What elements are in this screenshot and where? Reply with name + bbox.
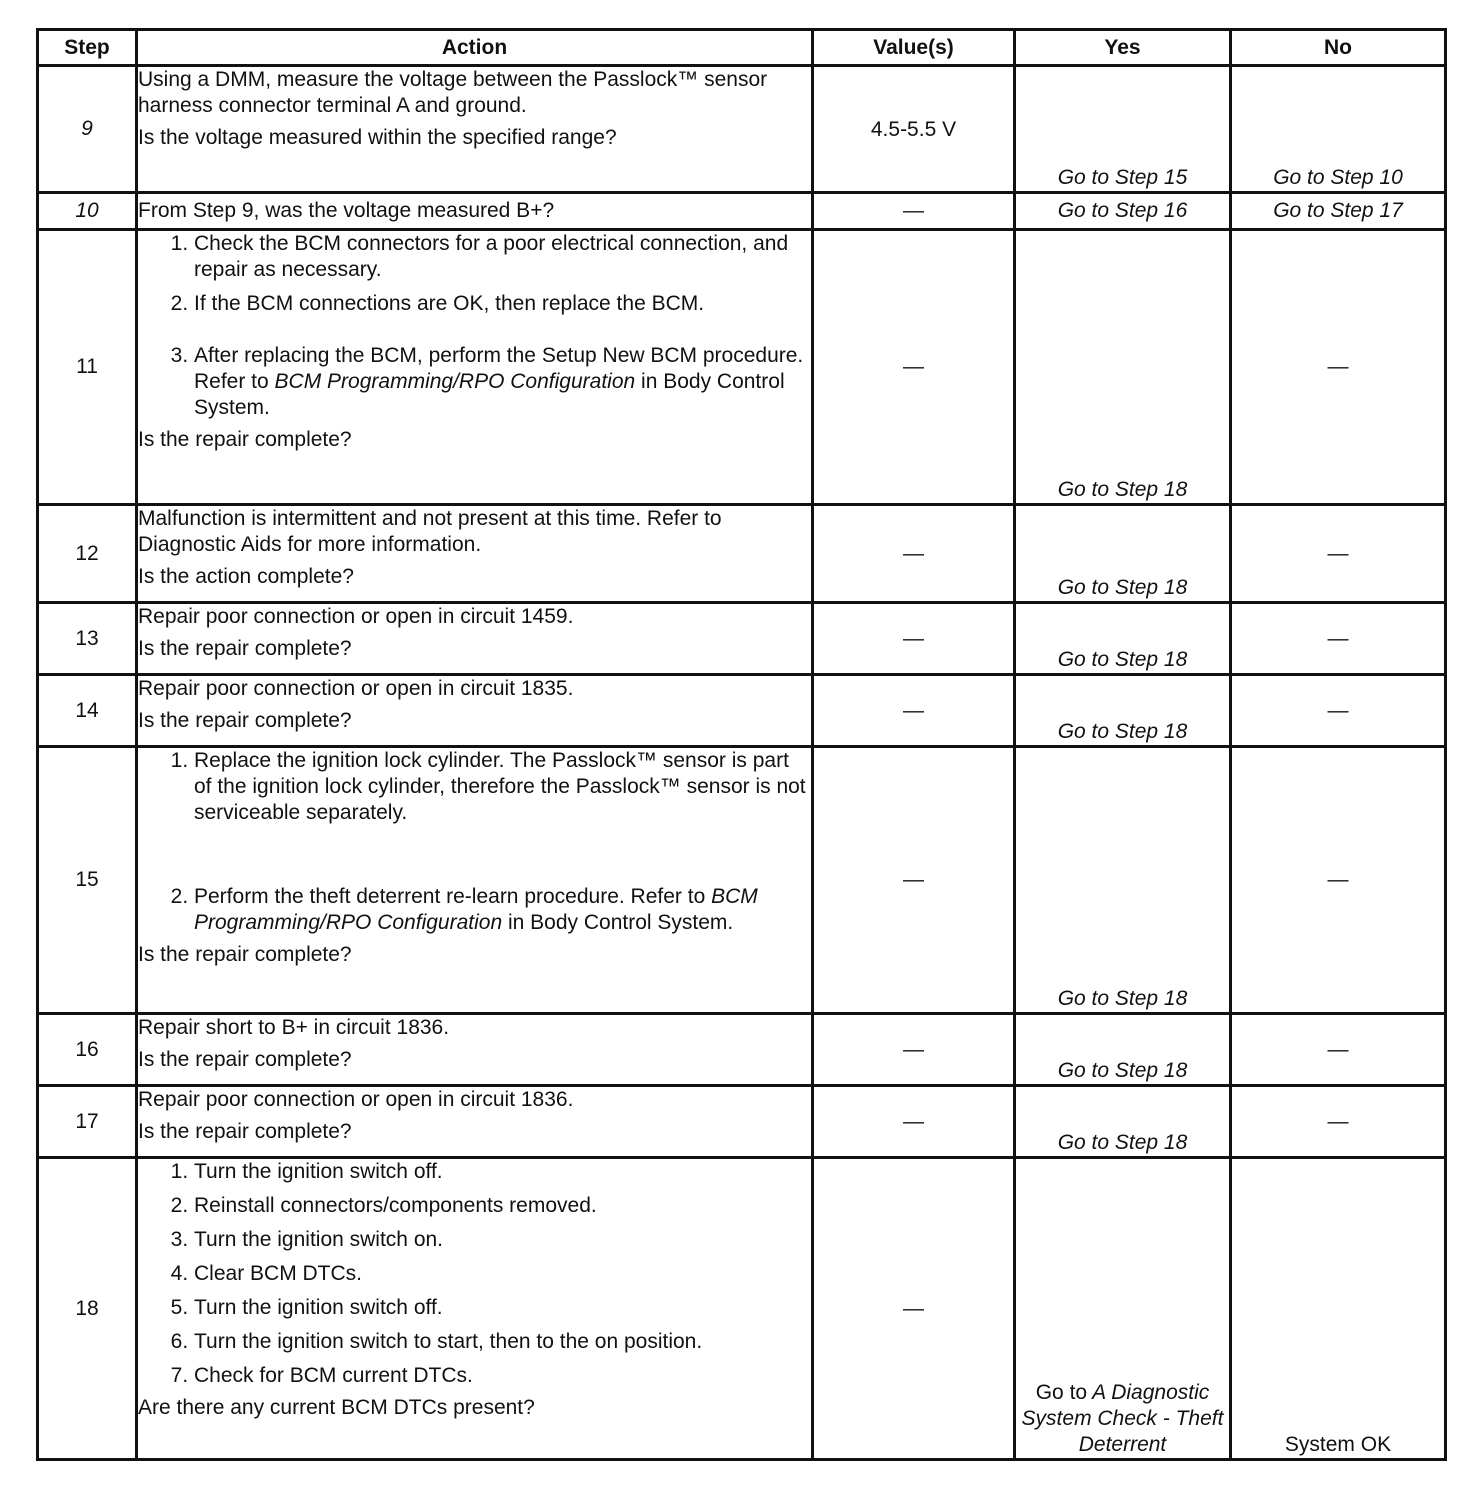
step-number: 12 (38, 505, 137, 603)
table-row (38, 66, 1446, 193)
header-values: Value(s) (813, 30, 1015, 66)
yes-link[interactable]: Go to Step 18 (1015, 230, 1231, 505)
value-cell: — (813, 747, 1015, 1014)
yes-link[interactable]: Go to Step 18 (1015, 1014, 1231, 1086)
action-question: Are there any current BCM DTCs present? (138, 1396, 535, 1419)
list-item: 3. Turn the ignition switch on. (194, 1227, 811, 1253)
table-row (38, 675, 1446, 747)
no-cell: — (1231, 675, 1446, 747)
list-item: 1. Replace the ignition lock cylinder. The Passlock™ sensor is part of the ignition lock cylinder, therefore the Passlock™ sensor is not serviceable separately. (194, 748, 811, 826)
action-question: Is the action complete? (138, 565, 354, 588)
step-number: 17 (38, 1086, 137, 1158)
header-no: No (1231, 30, 1446, 66)
no-cell: — (1231, 1086, 1446, 1158)
diagnostic-table (36, 28, 1447, 1461)
value-cell: — (813, 193, 1015, 230)
value-cell: — (813, 1014, 1015, 1086)
action-text: From Step 9, was the voltage measured B+? (138, 199, 555, 222)
action-cell (137, 1086, 813, 1158)
no-cell: — (1231, 747, 1446, 1014)
no-cell: — (1231, 505, 1446, 603)
table-row (38, 603, 1446, 675)
table-row (38, 230, 1446, 505)
header-yes: Yes (1015, 30, 1231, 66)
yes-link[interactable] (1015, 1158, 1231, 1460)
action-question: Is the repair complete? (138, 637, 352, 660)
list-item-text: After replacing the BCM, perform the Setup New BCM procedure. Refer to (194, 344, 804, 393)
no-cell: — (1231, 603, 1446, 675)
yes-link[interactable]: Go to Step 16 (1015, 193, 1231, 230)
no-link[interactable]: Go to Step 17 (1231, 193, 1446, 230)
action-cell (137, 230, 813, 505)
list-item: 7. Check for BCM current DTCs. (194, 1363, 811, 1389)
action-text: Using a DMM, measure the voltage between the Passlock™ sensor harness connector terminal A and ground. (138, 68, 768, 117)
value-cell: — (813, 1158, 1015, 1460)
action-text: Repair short to B+ in circuit 1836. (138, 1016, 450, 1039)
list-item-text: Perform the theft deterrent re-learn procedure. Refer to (194, 885, 706, 908)
step-number: 11 (38, 230, 137, 505)
value-cell: — (813, 675, 1015, 747)
action-text: Repair poor connection or open in circuit 1459. (138, 605, 574, 628)
table-row (38, 747, 1446, 1014)
table-row (38, 505, 1446, 603)
table-row (38, 1086, 1446, 1158)
list-item: 1. Check the BCM connectors for a poor electrical connection, and repair as necessary. (194, 231, 811, 283)
reference-link[interactable]: BCM Programming/RPO Configuration (194, 885, 758, 934)
table-row (38, 193, 1446, 230)
action-question: Is the repair complete? (138, 1120, 352, 1143)
action-question: Is the repair complete? (138, 943, 352, 966)
value-cell: — (813, 505, 1015, 603)
table-row (38, 1014, 1446, 1086)
action-text: Malfunction is intermittent and not present at this time. Refer to Diagnostic Aids for more information. (138, 507, 722, 556)
header-row (38, 30, 1446, 66)
no-cell: — (1231, 1014, 1446, 1086)
action-cell (137, 603, 813, 675)
action-cell (137, 505, 813, 603)
value-cell: 4.5-5.5 V (813, 66, 1015, 193)
list-item-text: in Body Control System. (194, 370, 785, 419)
action-question: Is the repair complete? (138, 1048, 352, 1071)
list-item: 6. Turn the ignition switch to start, then to the on position. (194, 1329, 811, 1355)
yes-link[interactable]: Go to Step 18 (1015, 1086, 1231, 1158)
value-cell: — (813, 603, 1015, 675)
action-cell (137, 1158, 813, 1460)
no-result: System OK (1231, 1158, 1446, 1460)
list-item: 4. Clear BCM DTCs. (194, 1261, 811, 1287)
action-question: Is the repair complete? (138, 709, 352, 732)
no-cell: — (1231, 230, 1446, 505)
no-link[interactable]: Go to Step 10 (1231, 66, 1446, 193)
table-row (38, 1158, 1446, 1460)
reference-link[interactable]: BCM Programming/RPO Configuration (274, 370, 636, 393)
yes-link-ref: A Diagnostic System Check - Theft Deterrent (1021, 1381, 1224, 1456)
header-step: Step (38, 30, 137, 66)
action-text: Repair poor connection or open in circuit 1835. (138, 677, 574, 700)
step-number: 18 (38, 1158, 137, 1460)
list-item-text: in Body Control System. (507, 911, 734, 934)
list-item: 5. Turn the ignition switch off. (194, 1295, 811, 1321)
value-cell: — (813, 230, 1015, 505)
procedure-list (138, 748, 811, 936)
action-text: Repair poor connection or open in circuit 1836. (138, 1088, 574, 1111)
yes-link-text (1016, 1380, 1229, 1458)
step-number: 9 (38, 66, 137, 193)
step-number: 10 (38, 193, 137, 230)
step-number: 16 (38, 1014, 137, 1086)
step-number: 15 (38, 747, 137, 1014)
action-cell (137, 747, 813, 1014)
procedure-list (138, 231, 811, 421)
yes-link[interactable]: Go to Step 15 (1015, 66, 1231, 193)
yes-link[interactable]: Go to Step 18 (1015, 505, 1231, 603)
action-cell (137, 193, 813, 230)
list-item (194, 884, 811, 936)
action-question: Is the voltage measured within the specified range? (138, 126, 617, 149)
yes-link[interactable]: Go to Step 18 (1015, 747, 1231, 1014)
list-item (194, 343, 811, 421)
step-number: 14 (38, 675, 137, 747)
action-cell (137, 66, 813, 193)
yes-link[interactable]: Go to Step 18 (1015, 675, 1231, 747)
action-cell (137, 1014, 813, 1086)
step-number: 13 (38, 603, 137, 675)
action-question: Is the repair complete? (138, 428, 352, 451)
yes-link-prefix: Go to (1035, 1381, 1088, 1404)
header-action: Action (137, 30, 813, 66)
procedure-list (138, 1159, 811, 1389)
list-item: 1. Turn the ignition switch off. (194, 1159, 811, 1185)
value-cell: — (813, 1086, 1015, 1158)
list-item: 2. If the BCM connections are OK, then replace the BCM. (194, 291, 811, 317)
yes-link[interactable]: Go to Step 18 (1015, 603, 1231, 675)
action-cell (137, 675, 813, 747)
list-item: 2. Reinstall connectors/components removed. (194, 1193, 811, 1219)
